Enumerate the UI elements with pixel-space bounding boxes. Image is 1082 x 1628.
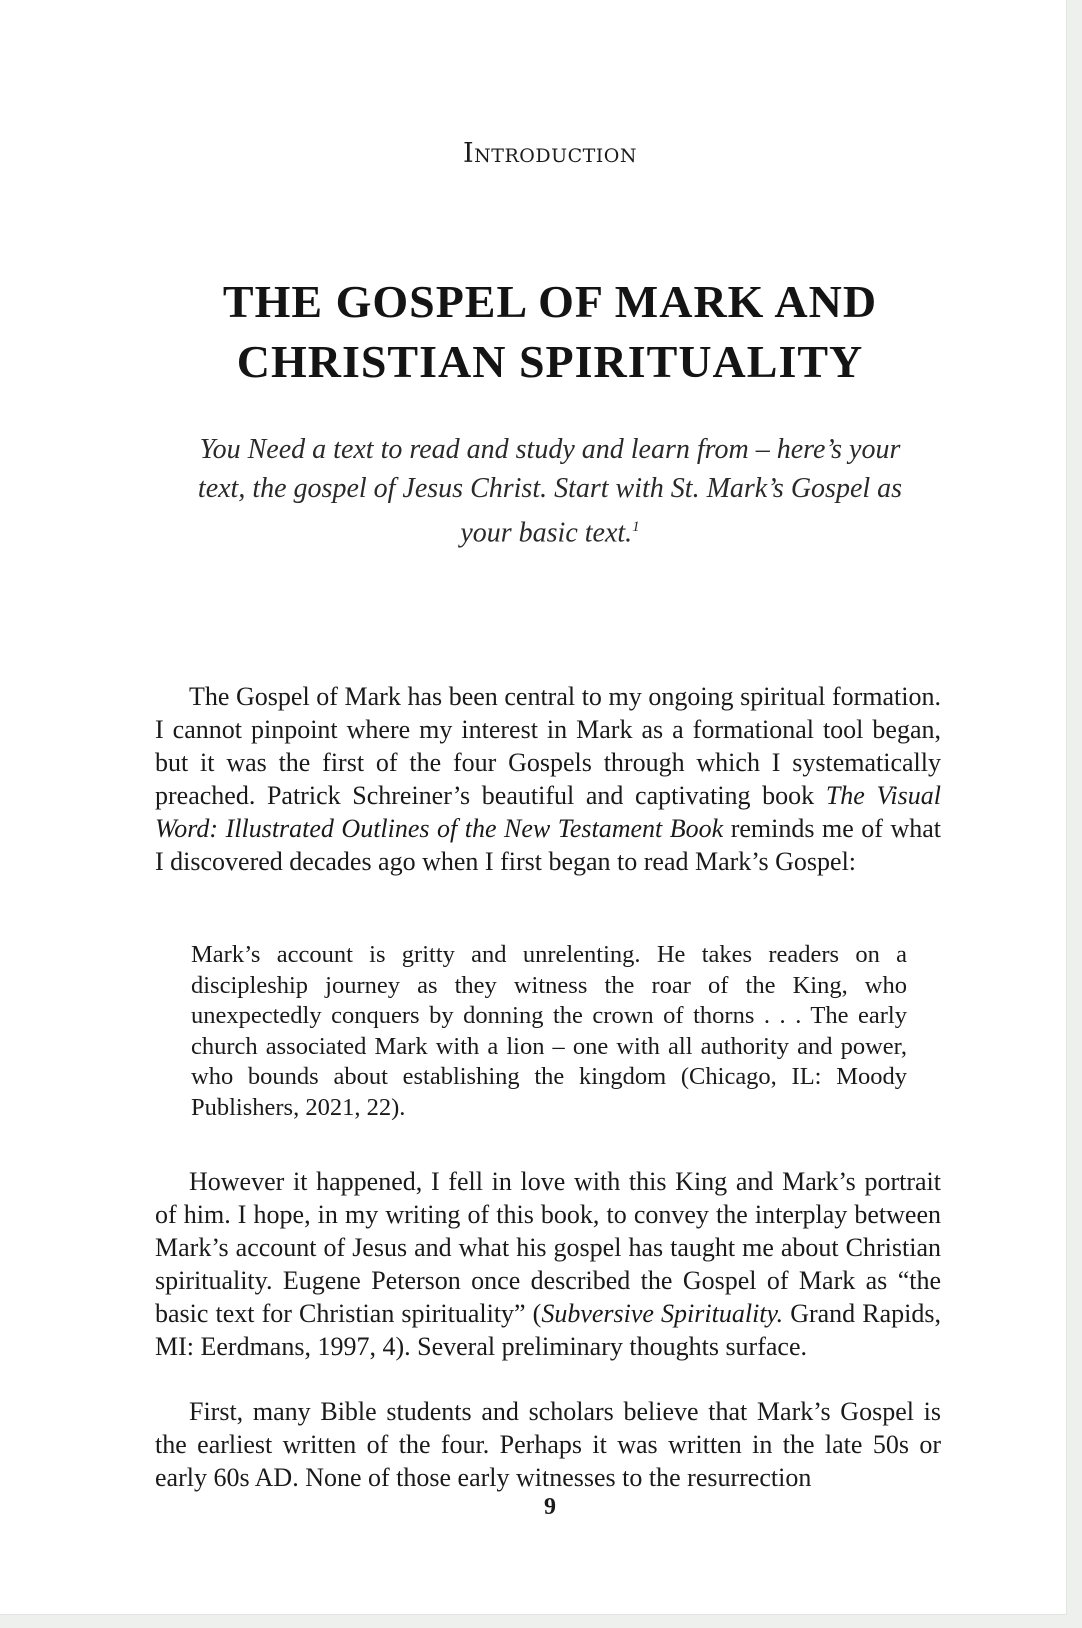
chapter-title-line-1: THE GOSPEL OF MARK AND (222, 276, 878, 327)
block-quote: Mark’s account is gritty and unrelenting. He takes readers on a discipleship journey as they witness the roar of the King, who unexpectedly conquers by donning the crown of thorns . . . The early church associated Mark with a lion – one with all authority and power, who bounds about establishing the kingdom (Chicago, IL: Moody Publishers, 2021, 22). (191, 941, 907, 1121)
paragraph-1-text-a: The Gospel of Mark has been central to my ongoing spiritual formation. I cannot pinpoint where my interest in Mark as a formational tool began, but it was the first of the four Gospels through which I systematically preached. Patrick Schreiner’s beautiful and captivating book (155, 682, 941, 810)
epigraph (190, 430, 910, 552)
footnote-marker: 1 (632, 519, 640, 535)
paragraph-1 (155, 680, 941, 878)
page-number: 9 (544, 1494, 556, 1520)
paragraph-2-text-b: Grand Rapids, MI: Eerdmans, 1997, 4). Several preliminary thoughts surface. (155, 1299, 941, 1361)
paragraph-3: First, many Bible students and scholars believe that Mark’s Gospel is the earliest written of the four. Perhaps it was written in the late 50s or early 60s AD. None of those early witnesses to the resurrection (155, 1397, 941, 1492)
paragraph-1-book-title: The Visual Word: Illustrated Outlines of the New Testament Book (155, 781, 941, 843)
epigraph-text: You Need a text to read and study and learn from – here’s your text, the gospel of Jesus Christ. Start with St. Mark’s Gospel as your basic text. (197, 434, 903, 549)
paragraph-2 (155, 1165, 941, 1363)
paragraph-1-text-b: reminds me of what I discovered decades ago when I first began to read Mark’s Gospel: (155, 814, 941, 876)
chapter-title (0, 272, 1082, 392)
running-head: Introduction (462, 138, 637, 169)
chapter-title-line-2: CHRISTIAN SPIRITUALITY (236, 336, 864, 387)
paragraph-2-text-a: However it happened, I fell in love with this King and Mark’s portrait of him. I hope, in my writing of this book, to convey the interplay between Mark’s account of Jesus and what his gospel has taught me about Christian spirituality. Eugene Peterson once described the Gospel of Mark as “the basic text for Christian spirituality” ( (155, 1167, 941, 1328)
paragraph-2-book-title: Subversive Spirituality. (541, 1299, 784, 1328)
